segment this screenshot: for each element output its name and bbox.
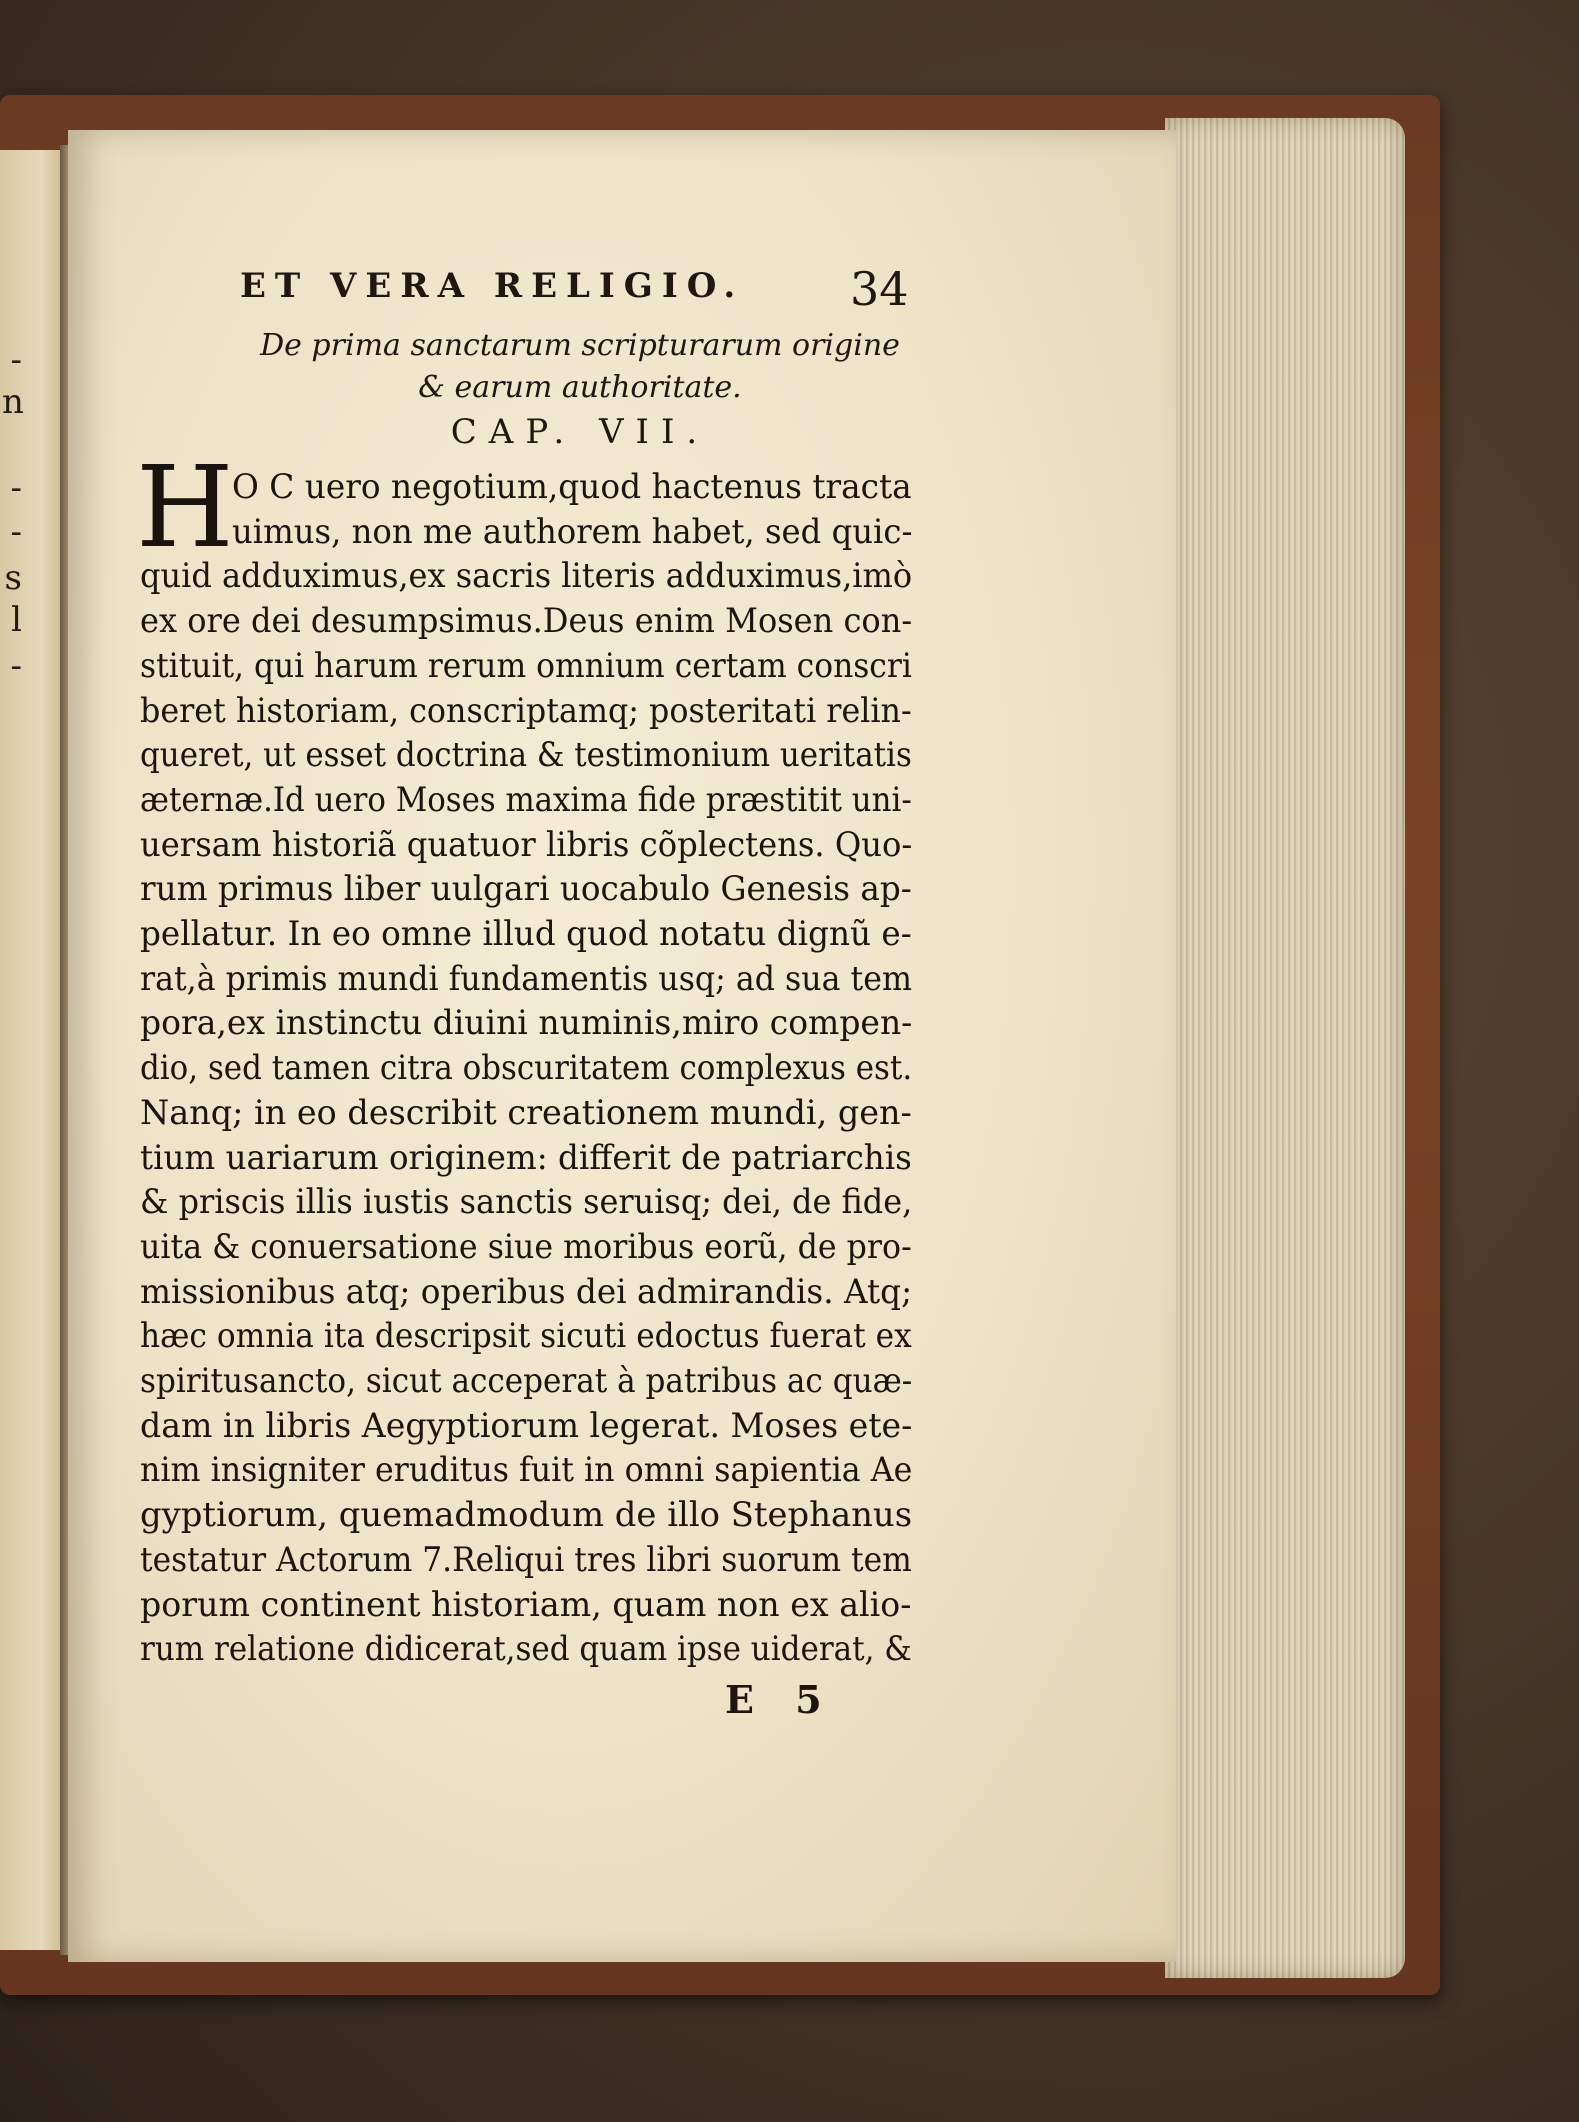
- text-line: uimus, non me authorem habet, sed quic-: [232, 511, 913, 552]
- text-line: dam in libris Aegyptiorum legerat. Moses ete-: [140, 1405, 913, 1446]
- text-line: ex ore dei desumpsimus.Deus enim Mosen con-: [140, 601, 913, 642]
- text-line: dio, sed tamen citra obscuritatem complexus est.: [140, 1048, 913, 1089]
- text-line: beret historiam, conscriptamq; posteritati relin-: [140, 690, 912, 731]
- text-line: rum primus liber uulgari uocabulo Genesis ap-: [140, 869, 912, 910]
- text-line: nim insigniter eruditus fuit in omni sapientia Ae: [140, 1450, 913, 1491]
- text-line: missionibus atq; operibus dei admirandis. Atq;: [140, 1271, 913, 1312]
- text-line: uersam historiã quatuor libris cõplectens. Quo-: [140, 824, 913, 865]
- chapter-subtitle: & earum authoritate.: [418, 370, 742, 405]
- left-page-edge: [0, 150, 68, 1950]
- page-header: [240, 262, 940, 322]
- text-line: spiritusancto, sicut acceperat à patribus ac quæ-: [140, 1361, 913, 1401]
- text-line: æternæ.Id uero Moses maxima fide præstitit uni-: [140, 779, 912, 820]
- left-page-fragment: l: [11, 600, 22, 640]
- page-number: 34: [850, 262, 909, 316]
- text-line: O C uero negotium,quod hactenus tracta: [232, 467, 912, 507]
- text-line: tium uariarum originem: differit de patriarchis: [140, 1137, 912, 1178]
- chapter-heading: CAP. VII.: [450, 412, 710, 452]
- drop-cap: H: [136, 443, 234, 573]
- text-line: rum relatione didicerat,sed quam ipse uiderat, &: [140, 1629, 912, 1670]
- chapter-subtitle: De prima sanctarum scripturarum origine: [260, 328, 900, 363]
- text-line: testatur Actorum 7.Reliqui tres libri suorum tem: [140, 1539, 912, 1580]
- text-line: pora,ex instinctu diuini numinis,miro compen-: [140, 1003, 913, 1044]
- text-line: pellatur. In eo omne illud quod notatu dignũ e-: [140, 914, 912, 954]
- left-page-fragment: n: [2, 382, 24, 422]
- left-page-fragment: -: [10, 646, 22, 686]
- left-page-fragment: -: [10, 340, 22, 380]
- text-line: stituit, qui harum rerum omnium certam conscri: [140, 645, 912, 686]
- signature-mark: E 5: [725, 1677, 836, 1722]
- text-line: gyptiorum, quemadmodum de illo Stephanus: [140, 1495, 913, 1536]
- page-edges: [1165, 118, 1405, 1978]
- text-line: & priscis illis iustis sanctis seruisq; dei, de fide,: [140, 1182, 913, 1223]
- left-page-fragment: s: [4, 558, 22, 598]
- left-page-fragment: -: [10, 512, 22, 552]
- running-head: ET VERA RELIGIO.: [240, 266, 745, 306]
- text-line: rat,à primis mundi fundamentis usq; ad sua tem: [140, 958, 912, 999]
- text-line: quid adduximus,ex sacris literis adduximus,imò: [140, 556, 913, 597]
- text-line: hæc omnia ita descripsit sicuti edoctus fuerat ex: [140, 1316, 912, 1357]
- text-line: porum continent historiam, quam non ex alio-: [140, 1584, 912, 1625]
- text-line: queret, ut esset doctrina & testimonium ueritatis: [140, 735, 912, 776]
- left-page-fragment: -: [10, 468, 22, 508]
- text-line: uita & conuersatione siue moribus eorũ, de pro-: [140, 1226, 912, 1267]
- text-line: Nanq; in eo describit creationem mundi, gen-: [140, 1092, 912, 1133]
